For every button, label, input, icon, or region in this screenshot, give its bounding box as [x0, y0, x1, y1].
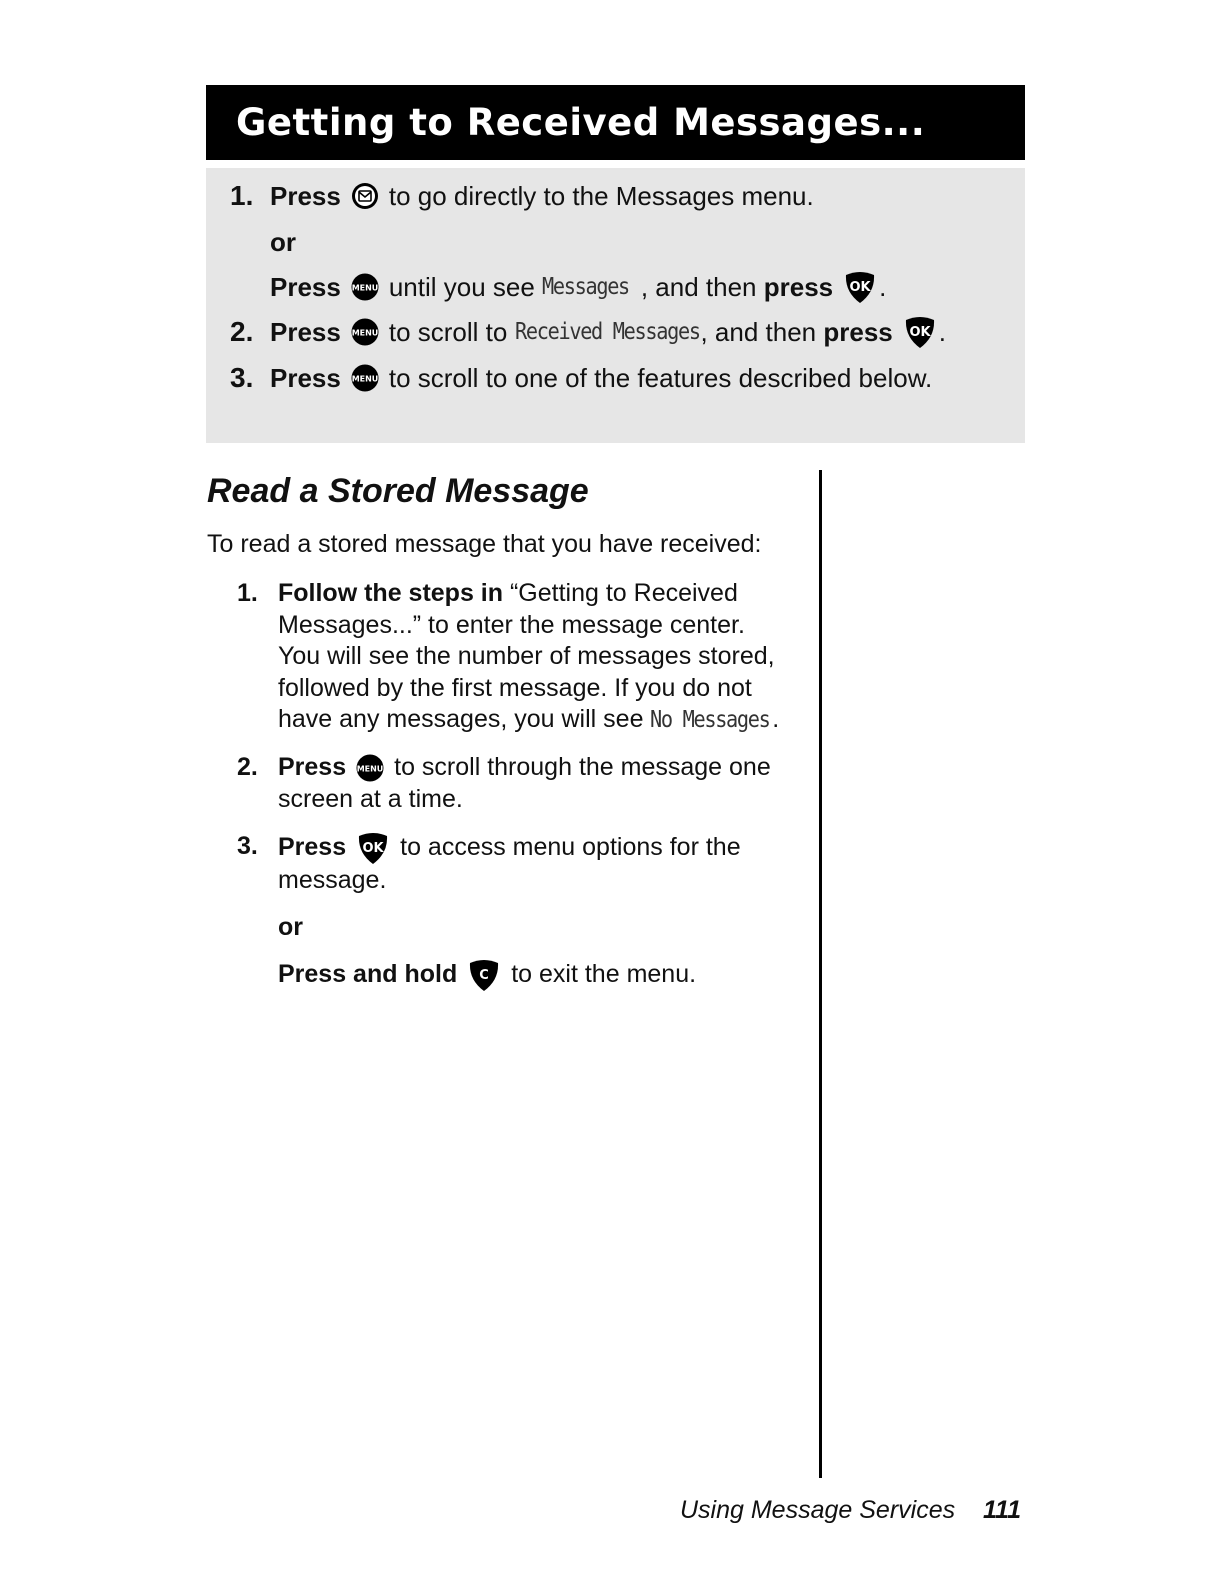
svg-text:C: C [479, 968, 489, 983]
menu-key-icon [351, 318, 379, 346]
item-text: followed by the first message. If you do not [278, 673, 752, 702]
list-item [278, 752, 808, 815]
step-number: 3. [230, 362, 254, 393]
item-number: 3. [237, 832, 258, 860]
or-label: or [278, 913, 303, 941]
step-number: 2. [230, 316, 254, 347]
section-title: Read a Stored Message [207, 472, 589, 510]
svg-text:OK: OK [909, 325, 931, 340]
step-number: 1. [230, 180, 254, 211]
step-line [270, 315, 946, 349]
step-text: . [938, 316, 946, 347]
page-number: 111 [983, 1496, 1022, 1524]
svg-text:MENU: MENU [351, 328, 379, 338]
lcd-text: No Messages [650, 707, 770, 733]
column-divider [819, 470, 822, 1478]
svg-text:OK: OK [362, 841, 384, 856]
press-label: press [823, 316, 893, 347]
menu-key-icon [351, 364, 379, 392]
ok-key-icon [356, 831, 390, 865]
footer-section: Using Message Services [680, 1496, 956, 1524]
press-label: Press [270, 271, 341, 302]
item-text: to access menu options for the [400, 833, 741, 862]
step-line [270, 270, 886, 304]
list-item [278, 831, 808, 897]
press-label: Press [270, 180, 341, 211]
item-text: to scroll through the message one [394, 753, 771, 781]
intro-text: To read a stored message that you have received: [207, 530, 762, 558]
step-text: to scroll to one of the features described below. [388, 362, 933, 393]
svg-text:MENU: MENU [351, 283, 379, 293]
svg-text:OK: OK [849, 280, 871, 295]
ok-key-icon [903, 315, 937, 349]
item-text: “Getting to Received [509, 579, 738, 607]
lcd-text: Messages [542, 274, 629, 300]
message-key-icon [351, 182, 379, 210]
item-number: 2. [237, 753, 258, 781]
step-line [270, 179, 814, 213]
or-line [270, 225, 296, 259]
item-text: have any messages, you will see [278, 705, 644, 733]
item-text: Messages...” to enter the message center. [278, 610, 745, 639]
press-label: Press [270, 362, 341, 393]
ok-key-icon [843, 270, 877, 304]
press-and-hold-label: Press and hold [278, 960, 458, 989]
or-label: or [270, 226, 296, 257]
item-text: You will see the number of messages stored, [278, 642, 775, 670]
step-line [270, 361, 932, 395]
step-text: . [879, 271, 887, 302]
item-text: message. [278, 866, 387, 894]
item-text: screen at a time. [278, 784, 463, 813]
step-text: , and then [640, 271, 757, 302]
menu-key-icon [356, 754, 384, 782]
list-item [278, 578, 808, 737]
press-label: Press [278, 833, 347, 862]
item-number: 1. [237, 579, 258, 607]
step-text: , and then [700, 316, 817, 347]
item-bold: Follow the steps in [278, 579, 504, 607]
item-text: . [772, 705, 780, 733]
menu-key-icon [351, 273, 379, 301]
list-item [278, 958, 696, 992]
clear-key-icon [467, 958, 501, 992]
svg-text:MENU: MENU [351, 374, 379, 384]
step-text: until you see [388, 271, 535, 302]
section-header: Getting to Received Messages... [206, 85, 1025, 160]
press-label: press [763, 271, 834, 302]
lcd-text: Received Messages [514, 319, 700, 345]
item-text: to exit the menu. [511, 960, 697, 989]
step-text: to scroll to [388, 316, 508, 347]
step-text: to go directly to the Messages menu. [388, 180, 814, 211]
svg-text:MENU: MENU [356, 764, 384, 774]
press-label: Press [270, 316, 341, 347]
press-label: Press [278, 753, 347, 781]
